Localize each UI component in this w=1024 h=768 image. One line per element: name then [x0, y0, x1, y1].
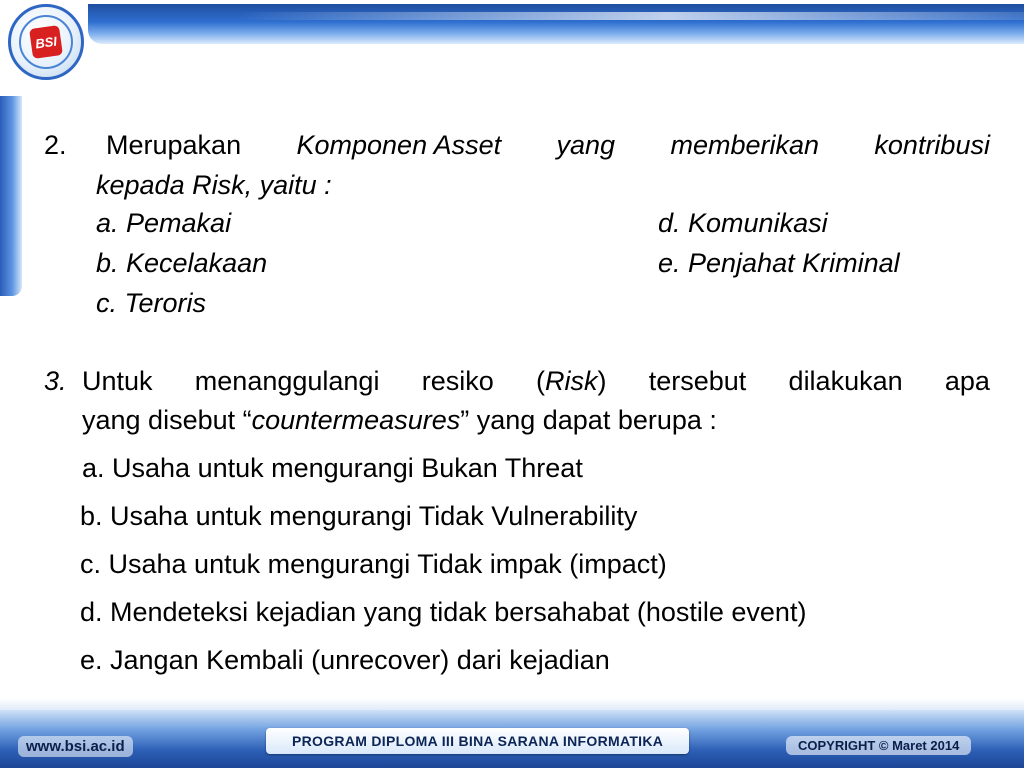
q3-risk-word: Risk: [544, 366, 598, 396]
footer-copyright: COPYRIGHT © Maret 2014: [786, 736, 971, 755]
q3-countermeasures: countermeasures: [251, 405, 461, 435]
q3-paren-open: (: [535, 366, 545, 396]
q3-option-a: a. Usaha untuk mengurangi Bukan Threat: [82, 453, 583, 483]
q3-line2-prefix: yang disebut “: [82, 405, 252, 435]
q3-option-e: e. Jangan Kembali (unrecover) dari kejadian: [80, 645, 610, 675]
q2-option-a: a. Pemakai: [96, 208, 232, 238]
q2-option-e: e. Penjahat Kriminal: [658, 248, 900, 278]
header-bar-shine: [238, 12, 1024, 20]
q2-number: 2.: [44, 130, 67, 160]
q2-word: yang: [556, 130, 616, 160]
footer-url: www.bsi.ac.id: [18, 736, 133, 757]
q3-line1: [82, 364, 990, 398]
bsi-logo: [8, 4, 84, 80]
left-accent-bar: [0, 96, 22, 296]
q3-word: menanggulangi: [194, 366, 380, 396]
q3-word: apa: [944, 366, 990, 396]
q2-option-b: b. Kecelakaan: [96, 248, 268, 278]
q2-line2: kepada Risk, yaitu :: [96, 170, 332, 200]
q3-option-c: c. Usaha untuk mengurangi Tidak impak (impact): [80, 549, 667, 579]
header-bar: [88, 4, 1024, 44]
q3-line2-suffix: ” yang dapat berupa :: [460, 405, 717, 435]
q2-option-c: c. Teroris: [96, 288, 207, 318]
q3-word: Untuk: [82, 366, 153, 396]
logo-text: BSI: [34, 33, 58, 51]
logo-emblem: [29, 25, 63, 59]
q3-word: resiko: [421, 366, 494, 396]
q3-option-b: b. Usaha untuk mengurangi Tidak Vulnerability: [80, 501, 638, 531]
q2-word: kontribusi: [874, 130, 990, 160]
q3-option-d: d. Mendeteksi kejadian yang tidak bersahabat (hostile event): [80, 597, 807, 627]
q2-word: Komponen Asset: [296, 130, 502, 160]
q3-risk-group: [536, 364, 607, 398]
footer-program-title: PROGRAM DIPLOMA III BINA SARANA INFORMATIKA: [266, 728, 689, 754]
q2-word: Merupakan: [106, 130, 242, 160]
q3-number: 3.: [44, 366, 67, 396]
q2-option-d: d. Komunikasi: [658, 208, 828, 238]
q3-word: tersebut: [648, 366, 747, 396]
q3-word: dilakukan: [788, 366, 903, 396]
q2-word: memberikan: [670, 130, 820, 160]
q3-paren-close: ): [597, 366, 607, 396]
q3-line2: [82, 403, 717, 437]
q2-line1: [106, 128, 990, 162]
